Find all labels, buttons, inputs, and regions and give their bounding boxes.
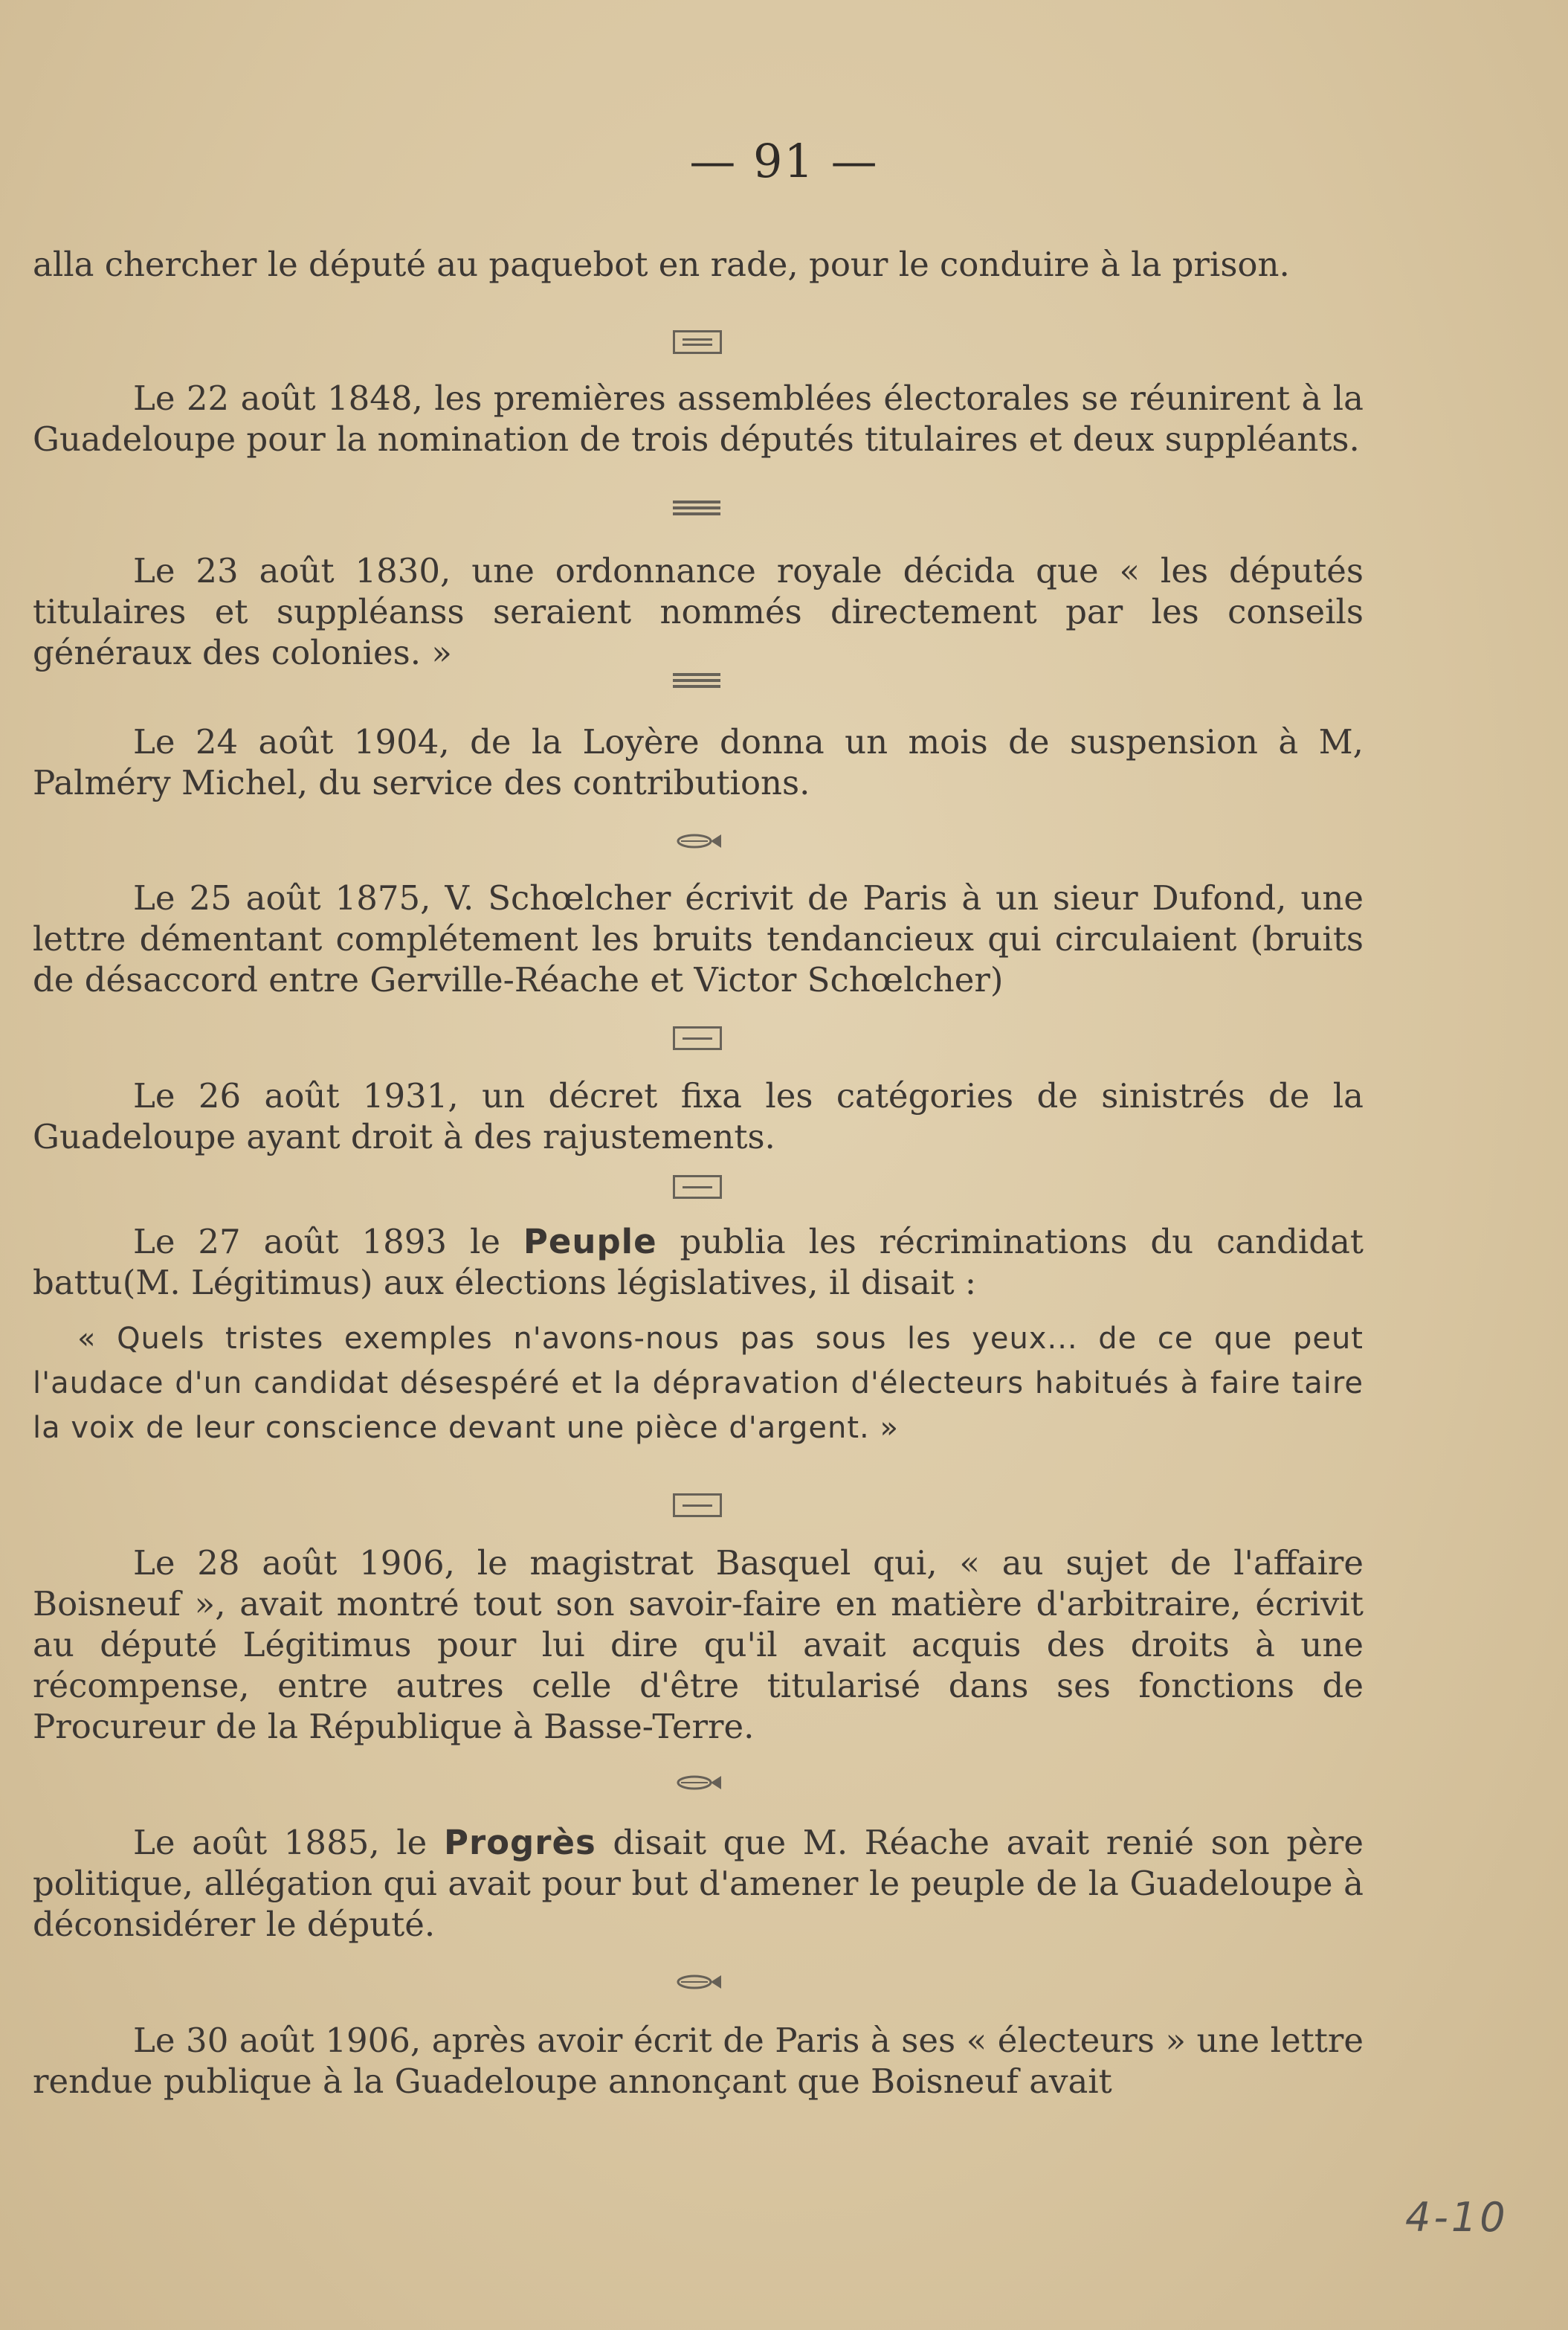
quote-block: « Quels tristes exemples n'avons-nous pas sous les yeux... de ce que peut l'audace d'un candidat désespéré et la dépravation d'électeurs habitués à faire taire la voix de leur conscience devant une pièce d'argent. » xyxy=(33,1322,1364,1445)
fish-ornament xyxy=(671,831,723,851)
paragraph-aug-24: Le 24 août 1904, de la Loyère donna un mois de suspension à M, Palméry Michel, du service des contributions. xyxy=(33,722,1364,802)
paragraph-aug-25: Le 25 août 1875, V. Schœlcher écrivit de Paris à un sieur Dufond, une lettre démentant complétement les bruits tendancieux qui circulaient (bruits de désaccord entre Gerville-Réache et Victor Schœlcher) xyxy=(33,878,1364,1000)
paragraph-aug-progres: Le août 1885, le Progrès disait que M. Réache avait renié son père politique, allégation qui avait pour but d'amener le peuple de la Guadeloupe à déconsidérer le député. xyxy=(33,1823,1364,1944)
paragraph-aug-23: Le 23 août 1830, une ordonnance royale décida que « les députés titulaires et suppléanss seraient nommés directement par les conseils généraux des colonies. » xyxy=(33,551,1364,672)
newspaper-title-progres: Progrès xyxy=(443,1823,596,1862)
paragraph-aug-22: Le 22 août 1848, les premières assemblées électorales se réunirent à la Guadeloupe pour la nomination de trois députés titulaires et deux suppléants. xyxy=(33,379,1364,459)
fish-ornament xyxy=(671,1972,723,1992)
newspaper-title-peuple: Peuple xyxy=(523,1222,657,1261)
page-number: — 91 — xyxy=(689,134,879,188)
paragraph-aug-28: Le 28 août 1906, le magistrat Basquel qui, « au sujet de l'affaire Boisneuf », avait montré tout son savoir-faire en matière d'arbitraire, écrivit au député Légitimus pour lui dire qu'il avait acquis des droits à une récompense, entre autres celle d'être titularisé dans ses fonctions de Procureur de la République à Basse-Terre. xyxy=(33,1543,1364,1746)
fish-ornament xyxy=(671,1773,723,1792)
separator-ornament xyxy=(673,1026,722,1050)
separator-ornament xyxy=(673,330,722,354)
paragraph-aug-27: Le 27 août 1893 le Peuple publia les récriminations du candidat battu(M. Légitimus) aux élections législatives, il disait : xyxy=(33,1222,1364,1302)
separator-ornament xyxy=(673,669,720,692)
separator-ornament xyxy=(673,497,720,519)
paragraph-aug-26: Le 26 août 1931, un décret fixa les catégories de sinistrés de la Guadeloupe ayant droit à des rajustements. xyxy=(33,1076,1364,1156)
paragraph-continuation: alla chercher le député au paquebot en rade, pour le conduire à la prison. xyxy=(33,245,1290,284)
separator-ornament xyxy=(673,1493,722,1517)
handwritten-note: 4-10 xyxy=(1405,2194,1509,2241)
paragraph-aug-30: Le 30 août 1906, après avoir écrit de Paris à ses « électeurs » une lettre rendue publique à la Guadeloupe annonçant que Boisneuf avait xyxy=(33,2021,1364,2101)
separator-ornament xyxy=(673,1175,722,1199)
